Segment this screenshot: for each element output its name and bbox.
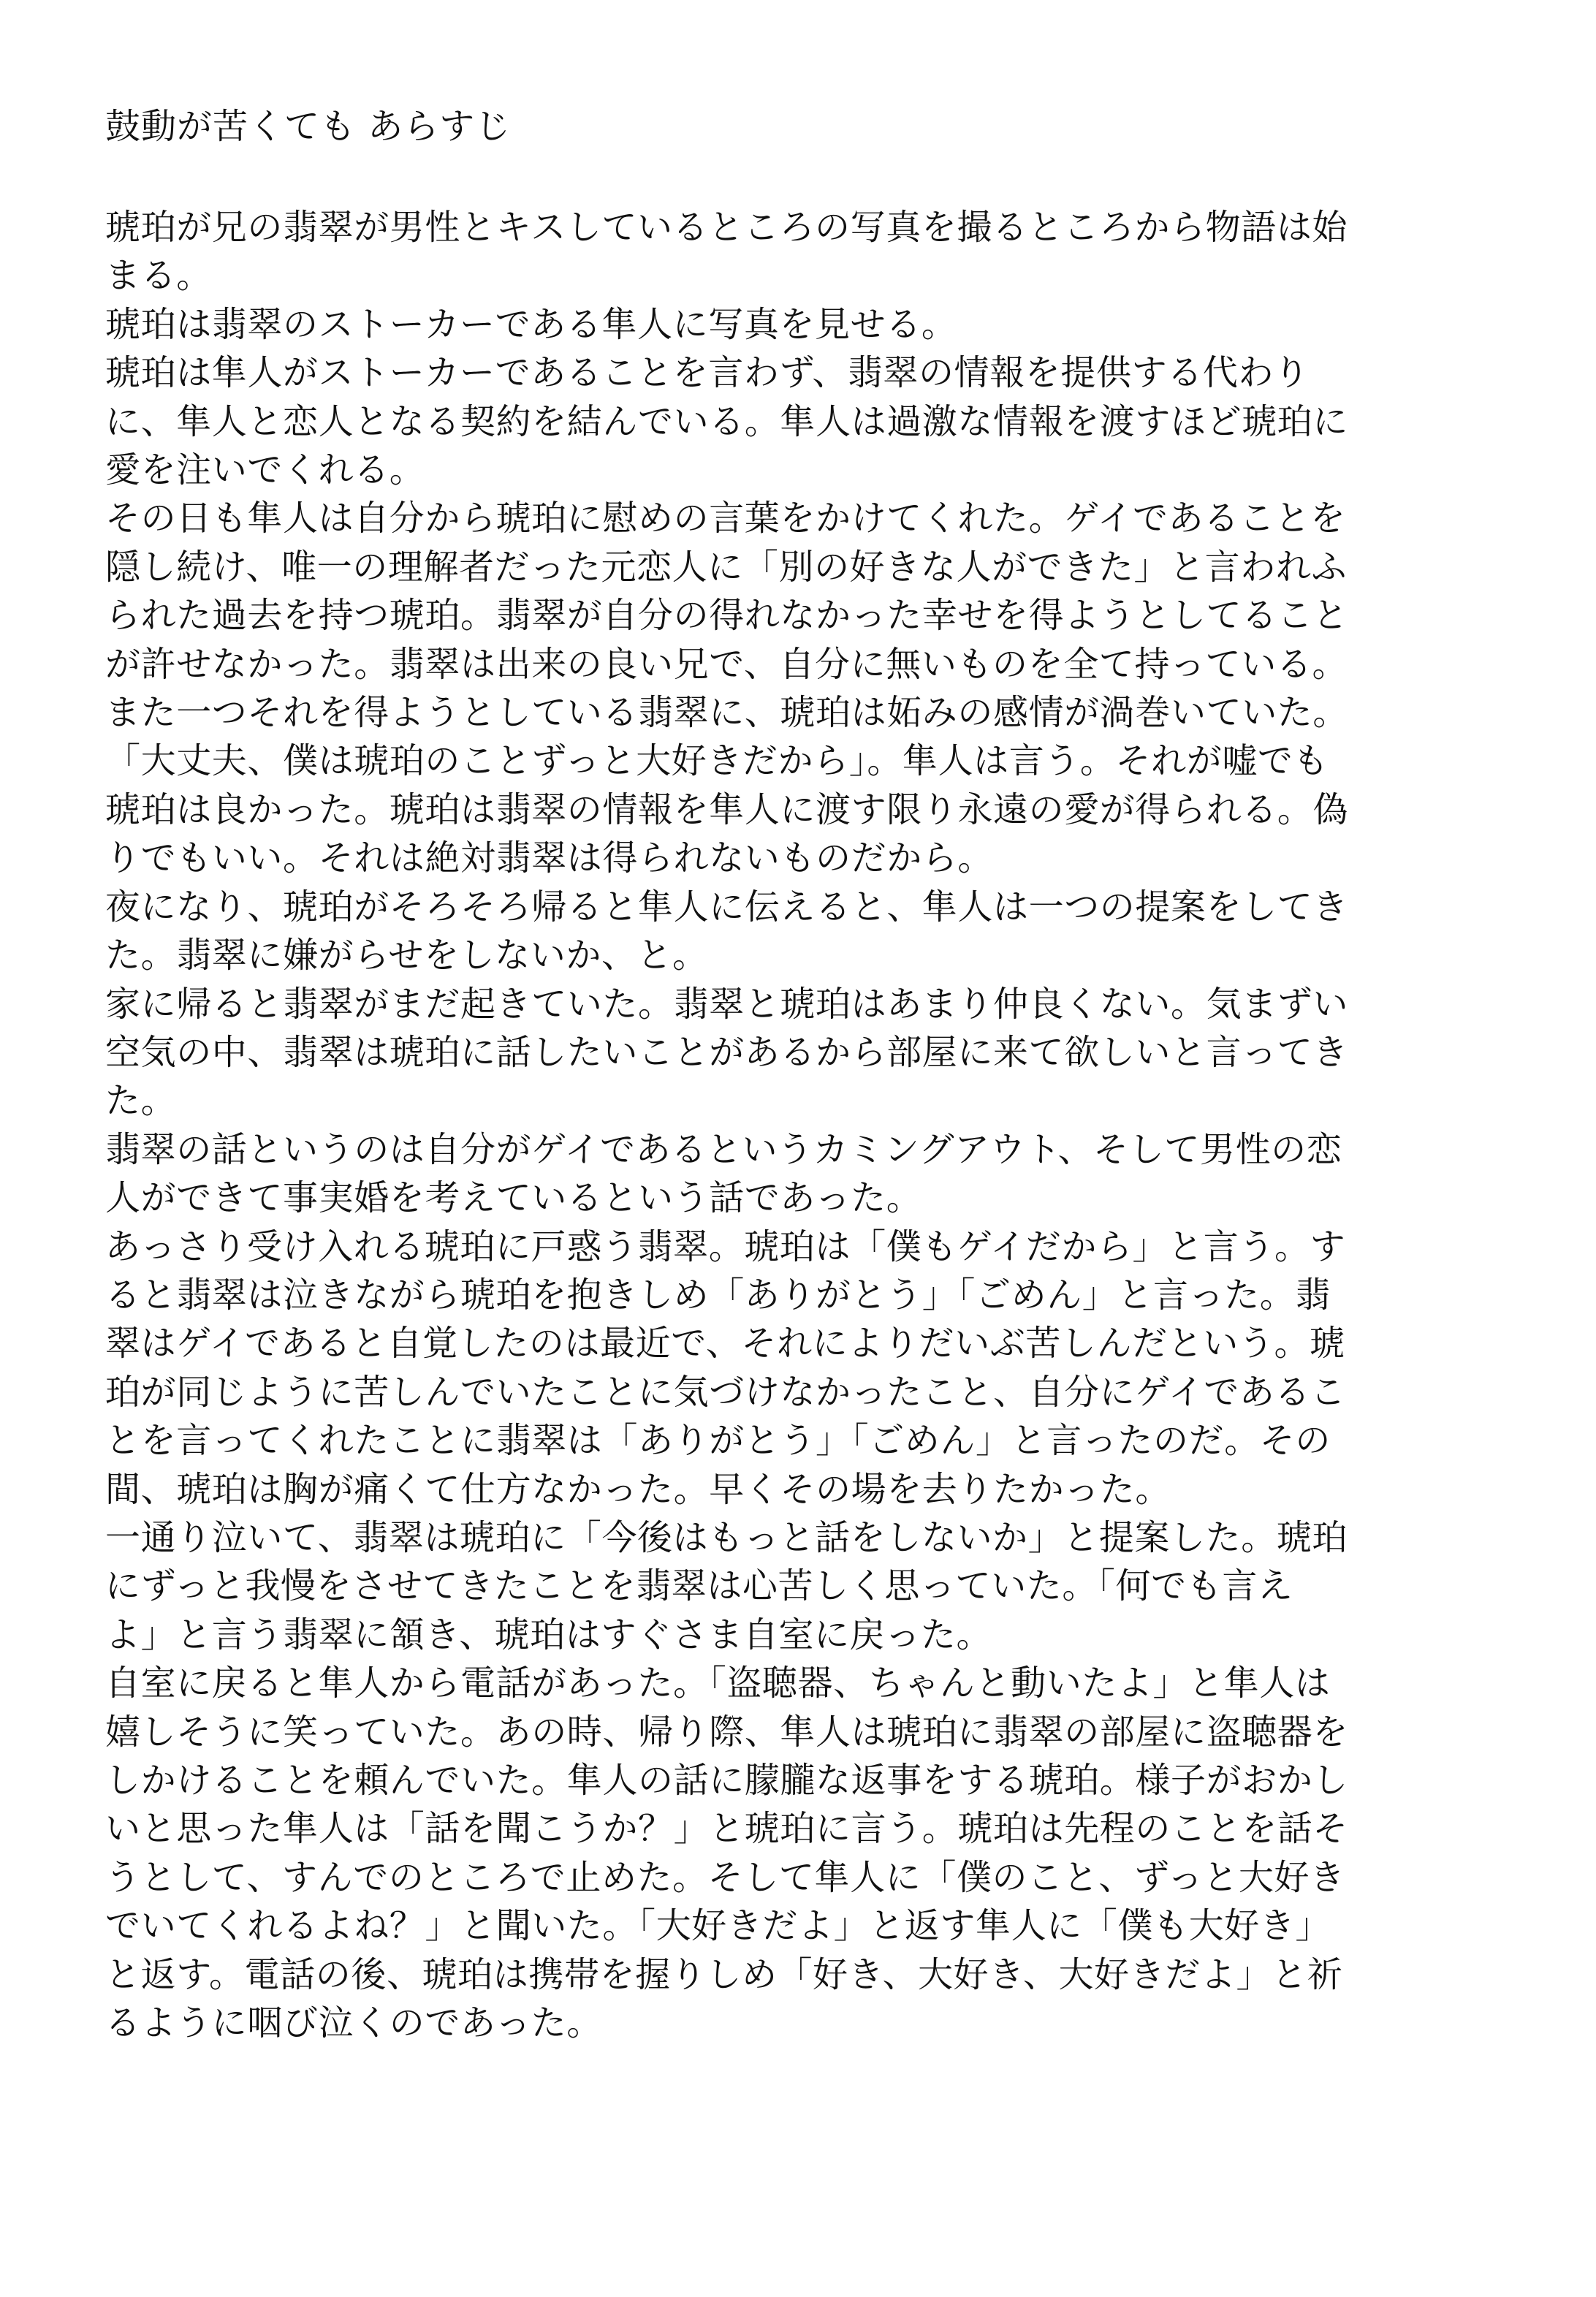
synopsis-line: た。翡翠に嫌がらせをしないか、と。 [105, 935, 708, 976]
synopsis-line: が許せなかった。翡翠は出来の良い兄で、自分に無いものを全て持っている。 [105, 643, 1348, 685]
document-page [105, 102, 1494, 2047]
synopsis-line: 一通り泣いて、翡翠は琥珀に「今後はもっと話をしないか」と提案した。琥珀 [105, 1516, 1348, 1558]
synopsis-line: その日も隼人は自分から琥珀に慰めの言葉をかけてくれた。ゲイであることを [105, 498, 1346, 539]
synopsis-line: うとして、すんでのところで止めた。そして隼人に「僕のこと、ずっと大好き [105, 1856, 1345, 1898]
synopsis-line: 「大丈夫、僕は琥珀のことずっと大好きだから」。隼人は言う。それが嘘でも [105, 740, 1329, 782]
synopsis-line: と返す。電話の後、琥珀は携帯を握りしめ「好き、大好き、大好きだよ」と祈 [105, 1954, 1343, 1995]
synopsis-line: に、隼人と恋人となる契約を結んでいる。隼人は過激な情報を渡すほど琥珀に [105, 400, 1349, 442]
synopsis-line: 隠し続け、唯一の理解者だった元恋人に「別の好きな人ができた」と言われふ [105, 546, 1348, 588]
synopsis-line: 嬉しそうに笑っていた。あの時、帰り際、隼人は琥珀に翡翠の部屋に盗聴器を [105, 1711, 1349, 1753]
synopsis-line: あっさり受け入れる琥珀に戸惑う翡翠。琥珀は「僕もゲイだから」と言う。す [105, 1226, 1346, 1267]
synopsis-line: 自室に戻ると隼人から電話があった。「盗聴器、ちゃんと動いたよ」と隼人は [105, 1663, 1331, 1704]
synopsis-line: ると翡翠は泣きながら琥珀を抱きしめ「ありがとう」「ごめん」と言った。翡 [105, 1274, 1331, 1315]
synopsis-line: た。 [105, 1080, 177, 1122]
synopsis-line: 翡翠の話というのは自分がゲイであるというカミングアウト、そして男性の恋 [105, 1128, 1342, 1170]
synopsis-line: でいてくれるよね？」と聞いた。「大好きだよ」と返す隼人に「僕も大好き」 [105, 1905, 1331, 1947]
synopsis-line: 珀が同じように苦しんでいたことに気づけなかったこと、自分にゲイであるこ [105, 1371, 1346, 1413]
synopsis-line: 琥珀が兄の翡翠が男性とキスしているところの写真を撮るところから物語は始 [105, 207, 1348, 248]
synopsis-line: 空気の中、翡翠は琥珀に話したいことがあるから部屋に来て欲しいと言ってき [105, 1031, 1349, 1073]
synopsis-body [105, 203, 1494, 2047]
synopsis-line: 人ができて事実婚を考えているという話であった。 [105, 1177, 922, 1219]
synopsis-line: まる。 [105, 255, 212, 297]
synopsis-line: 愛を注いでくれる。 [105, 449, 425, 491]
synopsis-line: るように咽び泣くのであった。 [105, 2002, 602, 2044]
synopsis-line: 琥珀は翡翠のストーカーである隼人に写真を見せる。 [105, 303, 957, 345]
synopsis-line: りでもいい。それは絶対翡翠は得られないものだから。 [105, 838, 994, 879]
synopsis-line: 琥珀は隼人がストーカーであることを言わず、翡翠の情報を提供する代わり [105, 352, 1310, 394]
title-spacer [105, 151, 1494, 203]
synopsis-line: とを言ってくれたことに翡翠は「ありがとう」「ごめん」と言ったのだ。その [105, 1420, 1331, 1462]
synopsis-line: られた過去を持つ琥珀。翡翠が自分の得れなかった幸せを得ようとしてること [105, 595, 1349, 637]
document-title: 鼓動が苦くても あらすじ [105, 106, 512, 147]
synopsis-line: しかけることを頼んでいた。隼人の話に朦朧な返事をする琥珀。様子がおかし [105, 1760, 1349, 1801]
synopsis-line: また一つそれを得ようとしている翡翠に、琥珀は妬みの感情が渦巻いていた。 [105, 692, 1349, 734]
synopsis-line: 翠はゲイであると自覚したのは最近で、それによりだいぶ苦しんだという。琥 [105, 1323, 1345, 1364]
synopsis-line: 家に帰ると翡翠がまだ起きていた。翡翠と琥珀はあまり仲良くない。気まずい [105, 983, 1349, 1025]
synopsis-line: 間、琥珀は胸が痛くて仕方なかった。早くその場を去りたかった。 [105, 1468, 1171, 1510]
synopsis-line: 夜になり、琥珀がそろそろ帰ると隼人に伝えると、隼人は一つの提案をしてき [105, 886, 1349, 927]
synopsis-line: よ」と言う翡翠に頷き、琥珀はすぐさま自室に戻った。 [105, 1614, 992, 1655]
synopsis-line: にずっと我慢をさせてきたことを翡翠は心苦しく思っていた。「何でも言え [105, 1565, 1293, 1607]
synopsis-line: いと思った隼人は「話を聞こうか？」と琥珀に言う。琥珀は先程のことを話そ [105, 1808, 1349, 1850]
synopsis-line: 琥珀は良かった。琥珀は翡翠の情報を隼人に渡す限り永遠の愛が得られる。偽 [105, 789, 1349, 830]
